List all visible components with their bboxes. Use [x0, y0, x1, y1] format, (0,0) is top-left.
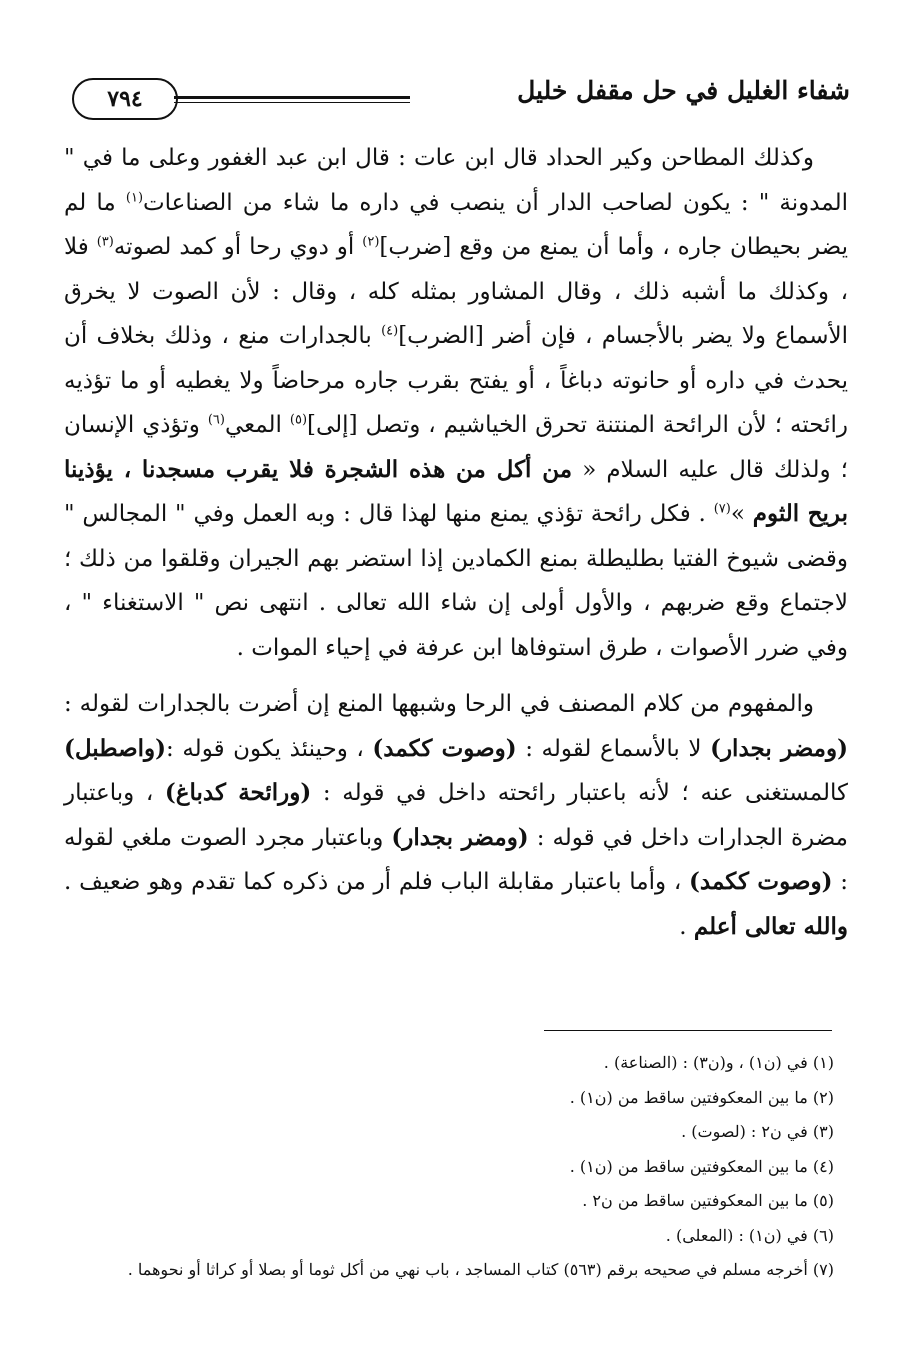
matn-quote: (واصطبل) [64, 734, 167, 762]
text-run: ، وباعتبار مضرة الجدارات داخل في قوله : [64, 780, 848, 851]
footnote-ref-7[interactable]: (٧) [713, 501, 731, 517]
book-title: شفاء الغليل في حل مقفل خليل [517, 76, 850, 105]
footnote-4: (٤) ما بين المعكوفتين ساقط من (ن١) . [569, 1156, 834, 1176]
paragraph-1 [64, 136, 848, 670]
footnote-ref-3[interactable]: (٣) [96, 234, 114, 250]
footnote-1: (١) في (ن١) ، و(ن٣) : (الصناعة) . [603, 1053, 834, 1072]
text-run: والمفهوم من كلام المصنف في الرحا وشبهها المنع إن أضرت بالجدارات لقوله : [64, 691, 814, 717]
text-run: ما لم يضر بحيطان جاره ، وأما أن يمنع من وقع [ضرب] [64, 189, 848, 260]
footnote-2: (٢) ما بين المعكوفتين ساقط من (ن١) . [569, 1087, 834, 1107]
text-run: . [679, 913, 694, 940]
closing-phrase: والله تعالى أعلم [693, 912, 848, 940]
text-run: لا بالأسماع لقوله : [516, 735, 711, 762]
text-run: فلا ، وكذلك ما أشبه ذلك ، وقال المشاور بمثله كله ، وقال : لأن الصوت لا يخرق الأسماع ولا يضر بالأجسام ، فإن أضر [الضرب] [64, 234, 848, 349]
footnote-ref-2[interactable]: (٢) [362, 234, 380, 250]
footnote-6: (٦) في (ن١) : (المعلى) . [665, 1225, 834, 1245]
text-run: ، وأما باعتبار مقابلة الباب فلم أر من ذكره كما تقدم وهو ضعيف . [64, 869, 690, 895]
footnote-3: (٣) في ن٢ : (لصوت) . [681, 1122, 834, 1141]
footnote-separator [544, 1030, 832, 1031]
matn-quote: (وصوت ككمد) [372, 734, 517, 762]
footnote-7: (٧) أخرجه مسلم في صحيحه برقم (٥٦٣) كتاب المساجد ، باب نهي من أكل ثوما أو بصلا أو كراثا أو نحوهما . [127, 1260, 834, 1279]
text-run: كالمستغنى عنه ؛ لأنه باعتبار رائحته داخل في قوله : [311, 780, 848, 806]
text-run: » [730, 501, 753, 527]
hadith-quote: من أكل من هذه الشجرة فلا يقرب مسجدنا ، يؤذينا بريح الثوم [64, 455, 848, 527]
running-header [62, 72, 850, 124]
text-run: أو دوي رحا أو كمد لصوته [113, 234, 363, 260]
footnote-ref-4[interactable]: (٤) [381, 323, 399, 339]
footnotes [64, 1046, 834, 1288]
matn-quote: (ورائحة كدباغ) [164, 779, 312, 806]
page-number: ٧٩٤ [72, 78, 178, 120]
footnote-ref-1[interactable]: (١) [125, 189, 144, 205]
text-run: ، وحينئذ يكون قوله : [166, 735, 373, 762]
text-run: . فكل رائحة تؤذي يمنع منها لهذا قال : وبه العمل وفي " المجالس " وقضى شيوخ الفتيا بطليطلة بمنع الكمادين إذا استضر بهم الجيران وقلقوا من ذلك ؛ لاجتماع وقع ضربهم ، والأول أولى إن شاء الله تعالى . انتهى نص " الاستغناء " ، وفي ضرر الأصوات ، طرق استوفاها ابن عرفة في إحياء الموات . [64, 501, 848, 661]
footnote-5: (٥) ما بين المعكوفتين ساقط من ن٢ . [582, 1191, 834, 1210]
text-run: المعي [224, 412, 290, 438]
text-run: وباعتبار مجرد الصوت ملغي لقوله : [64, 824, 849, 895]
header-rule [174, 96, 410, 103]
text-run: وتؤذي الإنسان ؛ ولذلك قال عليه السلام « [64, 412, 848, 483]
text-run: بالجدارات منع ، وذلك بخلاف أن يحدث في داره أو حانوته دباغاً ، أو يفتح بقرب جاره مرحاضاً ولا يغطيه أو ما تؤذيه رائحته ؛ لأن الرائحة المنتنة تحرق الخياشيم ، وتصل [إلى] [64, 323, 848, 438]
text-run: وكذلك المطاحن وكير الحداد قال ابن عات : قال ابن عبد الغفور وعلى ما في " المدونة " : يكون لصاحب الدار أن ينصب في داره ما شاء من الصناعات [64, 145, 849, 216]
footnote-ref-5[interactable]: (٥) [289, 412, 308, 428]
matn-quote: (وصوت ككمد) [689, 868, 833, 895]
matn-quote: (ومضر بجدار) [710, 734, 848, 762]
paragraph-2 [64, 682, 848, 949]
main-text [64, 136, 848, 949]
matn-quote: (ومضر بجدار) [391, 823, 529, 851]
footnote-ref-6[interactable]: (٦) [207, 412, 225, 428]
